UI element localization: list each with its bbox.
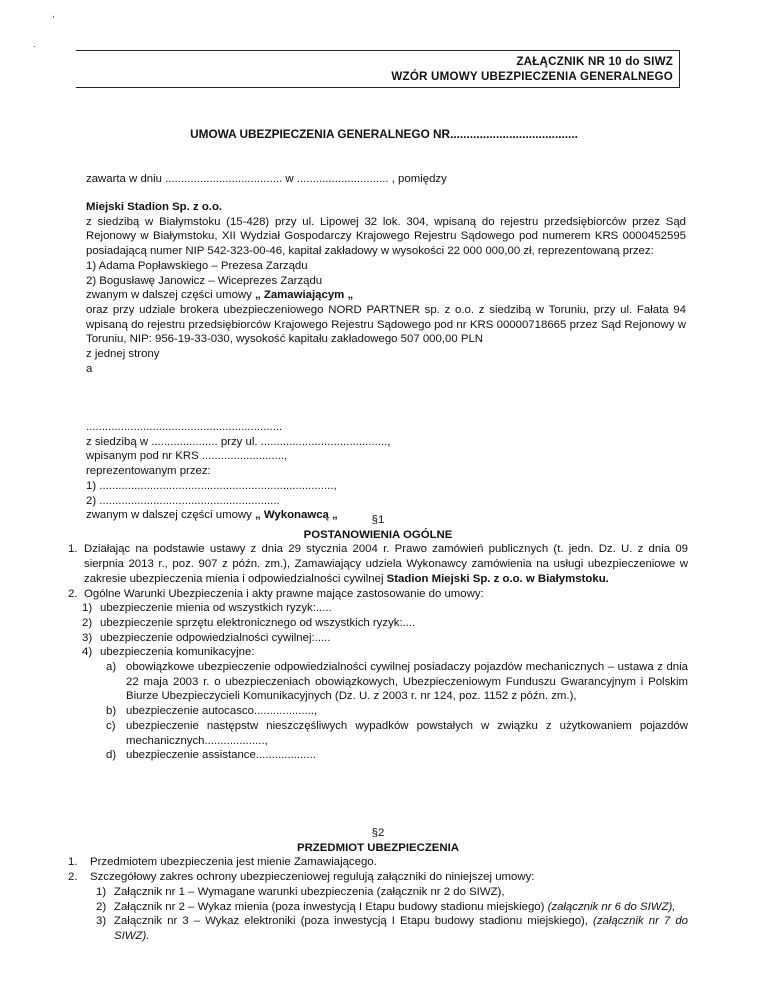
item-text-italic: (załącznik nr 7 do SIWZ). bbox=[114, 915, 688, 942]
point-text: Przedmiotem ubezpieczenia jest mienie Zamawiającego. bbox=[90, 856, 377, 869]
item-text: ubezpieczenie następstw nieszczęśliwych wypadków powstałych w związku z użytkowaniem pojazdów mechanicznych..................., bbox=[126, 719, 688, 747]
and-word: a bbox=[86, 362, 93, 375]
party2-name-dots: .............................................................. bbox=[86, 421, 283, 433]
point-text bbox=[84, 542, 688, 586]
party1-called bbox=[86, 288, 686, 303]
list-item bbox=[68, 914, 688, 943]
sub-list-item bbox=[68, 748, 688, 763]
item-letter: d) bbox=[106, 749, 117, 762]
item-text: obowiązkowe ubezpieczenie odpowiedzialności cywilnej posiadaczy pojazdów mechanicznych – ustawa z dnia 22 maja 2003 r. o ubezpieczeniach obowiązkowych, Ubezpieczeniowym Funduszu Gwarancyjnym i Polskim Biurze Ubezpieczycieli Komunikacyjnych (Dz. U. z 2003 r. nr 124, poz. 1152 z późn. zm.), bbox=[126, 661, 688, 703]
item-text: ubezpieczenie sprzętu elektronicznego od wszystkich ryzyk:.... bbox=[100, 616, 416, 629]
called-name: „ Wykonawcą „ bbox=[255, 509, 338, 522]
party2-representative-2: 2) ......................................................... bbox=[86, 494, 280, 507]
party1-representative-1: 1) Adama Popławskiego – Prezesa Zarządu bbox=[86, 259, 308, 272]
sub-list-item bbox=[68, 704, 688, 719]
list-item bbox=[68, 631, 688, 646]
point-text: Ogólne Warunki Ubezpieczenia i akty prawne mające zastosowanie do umowy: bbox=[84, 587, 484, 600]
party2-krs: wpisanym pod nr KRS .........................., bbox=[86, 450, 288, 463]
section-1-heading: POSTANOWIENIA OGÓLNE bbox=[303, 528, 453, 541]
party1-block bbox=[86, 200, 686, 376]
point-text-regular: Działając na podstawie ustawy z dnia 29 stycznia 2004 r. Prawo zamówień publicznych (t. jedn. Dz. U. z dnia 09 sierpnia 2013 r., poz. 907 z późn. zm.), Zamawiający udziela Wykonawcy zamówienia na usługi ubezpieczeniowe w zakresie ubezpieczenia mienia i odpowiedzialności cywilnej bbox=[84, 543, 688, 585]
item-text: Załącznik nr 2 – Wykaz mienia (poza inwestycją I Etapu budowy stadionu miejskiego) bbox=[114, 900, 548, 913]
party1-name: Miejski Stadion Sp. z o.o. bbox=[86, 201, 223, 213]
intro-line bbox=[86, 172, 686, 187]
item-number: 2) bbox=[82, 616, 93, 629]
item-text: ubezpieczenie mienia od wszystkich ryzyk:..... bbox=[100, 602, 332, 615]
called-prefix: zwanym w dalszej części umowy bbox=[86, 289, 256, 302]
section-1-point-1 bbox=[68, 542, 688, 586]
header-box bbox=[76, 50, 680, 88]
list-item bbox=[68, 885, 688, 900]
item-text: ubezpieczenia komunikacyjne: bbox=[100, 646, 255, 659]
item-letter: a) bbox=[106, 661, 117, 674]
item-text-italic: (załącznik nr 6 do SIWZ), bbox=[547, 900, 676, 913]
broker-paragraph: oraz przy udziale brokera ubezpieczeniowego NORD PARTNER sp. z o.o. z siedzibą w Toruniu, przy ul. Fałata 94 wpisaną do rejestru przedsiębiorców Krajowego Rejestru Sądowego pod nr KRS 00000718665 przez Sąd Rejonowy w Toruniu, NIP: 956-19-33-030, wysokość kapitału zakładowego 507 000,00 PLN bbox=[86, 303, 686, 346]
list-item bbox=[68, 645, 688, 660]
list-item bbox=[68, 601, 688, 616]
party2-seat: z siedzibą w ..................... przy ul. ........................................, bbox=[86, 435, 391, 448]
section-1 bbox=[68, 513, 688, 763]
section-2-point-2 bbox=[68, 870, 688, 885]
point-text: Szczegółowy zakres ochrony ubezpieczeniowej regulują załączniki do niniejszej umowy: bbox=[90, 871, 535, 884]
item-text: ubezpieczenie assistance................... bbox=[126, 749, 316, 762]
item-number: 1) bbox=[96, 885, 107, 898]
called-name: „ Zamawiającym „ bbox=[255, 289, 354, 302]
party1-description: z siedzibą w Białymstoku (15-428) przy ul. Lipowej 32 lok. 304, wpisaną do rejestru przedsiębiorców przez Sąd Rejonowy w Białymstoku, XII Wydział Gospodarczy Krajowego Rejestru Sądowego pod numerem KRS 0000452595 posiadającą numer NIP 542-323-00-46, kapitał zakładowy w wysokości 22 000 000,00 zł, reprezentowaną przez: bbox=[86, 215, 686, 258]
list-item bbox=[68, 900, 688, 915]
document-title: UMOWA UBEZPIECZENIA GENERALNEGO NR....................................... bbox=[190, 127, 578, 141]
item-number: 2) bbox=[96, 900, 107, 913]
section-2-point-1 bbox=[68, 855, 688, 870]
point-number: 1. bbox=[68, 856, 78, 869]
scan-mark: · bbox=[33, 41, 37, 52]
point-number: 1. bbox=[68, 543, 78, 556]
section-2-heading: PRZEDMIOT UBEZPIECZENIA bbox=[296, 841, 459, 854]
item-text: Załącznik nr 3 – Wykaz elektroniki (poza inwestycją I Etapu budowy stadionu miejskiego), bbox=[114, 915, 594, 928]
item-text: ubezpieczenie autocasco..................., bbox=[126, 705, 318, 718]
party2-representative-1: 1) .........................................................................., bbox=[86, 479, 337, 492]
point-text-bold: Stadion Miejski Sp. z o.o. w Białymstoku. bbox=[386, 572, 609, 585]
intro-text: zawarta w dniu ..................................... w ............................. , pomiędzy bbox=[86, 173, 447, 185]
section-2 bbox=[68, 826, 688, 944]
section-1-number: §1 bbox=[371, 514, 385, 526]
item-number: 3) bbox=[82, 631, 93, 644]
point-number: 2. bbox=[68, 587, 78, 600]
scan-mark: , bbox=[52, 9, 55, 20]
item-number: 1) bbox=[82, 602, 93, 615]
called-prefix: zwanym w dalszej części umowy bbox=[86, 509, 256, 522]
sub-list-item bbox=[68, 719, 688, 748]
item-text: ubezpieczenie odpowiedzialności cywilnej:..... bbox=[100, 631, 331, 644]
header-line-2: WZÓR UMOWY UBEZPIECZENIA GENERALNEGO bbox=[391, 70, 673, 83]
item-letter: b) bbox=[106, 705, 117, 718]
party1-representative-2: 2) Bogusławę Janowicz – Wiceprezes Zarządu bbox=[86, 274, 323, 287]
item-text: Załącznik nr 1 – Wymagane warunki ubezpieczenia (załącznik nr 2 do SIWZ), bbox=[114, 885, 505, 898]
item-number: 3) bbox=[96, 915, 107, 928]
party2-block bbox=[86, 420, 686, 523]
party2-represented: reprezentowanym przez: bbox=[86, 465, 211, 478]
header-line-1: ZAŁĄCZNIK NR 10 do SIWZ bbox=[516, 55, 673, 68]
list-item bbox=[68, 616, 688, 631]
section-2-number: §2 bbox=[371, 827, 385, 839]
one-side: z jednej strony bbox=[86, 348, 160, 361]
item-number: 4) bbox=[82, 646, 93, 659]
sub-list-item bbox=[68, 660, 688, 704]
section-1-point-2 bbox=[68, 587, 688, 602]
point-number: 2. bbox=[68, 871, 78, 884]
item-letter: c) bbox=[106, 719, 116, 732]
